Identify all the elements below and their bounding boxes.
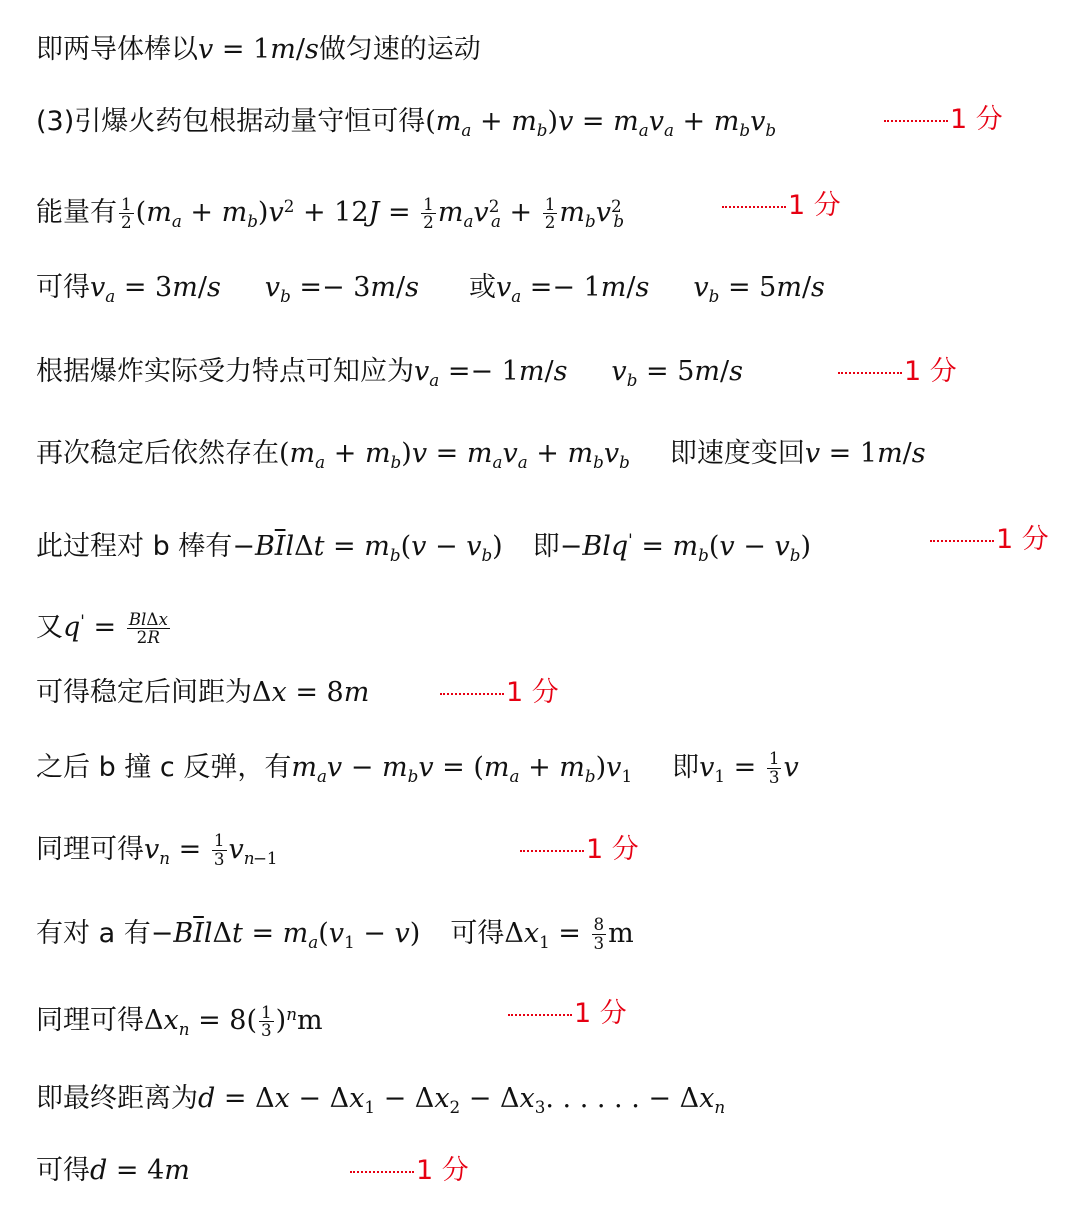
score-label: 1 分 [574,998,627,1029]
line-text: 即最终距离为 [36,1083,198,1114]
score-label: 1 分 [996,524,1049,555]
line-text: 即 [532,531,560,563]
score-label: 1 分 [950,104,1003,135]
line-text: 或 [468,272,496,303]
formula: $(m_a + m_b)v = m_av_a + m_bv_b$ [279,438,630,472]
dotted-leader [884,120,948,122]
line-text: 可得稳定后间距为 [36,677,252,708]
line-text: 根据爆炸实际受力特点可知应为 [36,356,414,387]
score-mark [520,830,639,870]
line-text: 同理可得 [36,1005,144,1037]
formula: $-Blq' = m_b(v - v_b)$ [559,530,811,566]
formula: $v_n$ = $\frac{1}{3}$ $v_{n-1}$ [144,830,278,869]
formula: v [198,34,214,65]
dotted-leader [350,1171,414,1173]
formula: $d = \Delta x - \Delta x_1 - \Delta x_2 - \Delta x_3$. . . . . . − $\Delta x_n$ [198,1083,726,1117]
solution-line-4 [36,268,825,316]
line-text: 做匀速的运动 [318,34,481,65]
formula: $m_av - m_bv = (m_a + m_b)v_1$ [291,752,633,786]
line-text: 可得 [36,1155,90,1186]
score-label: 1 分 [416,1155,469,1186]
solution-line-13 [36,994,323,1049]
score-mark [930,520,1049,560]
line-text: 同理可得 [36,834,144,865]
line-text: 能量有 [36,197,117,229]
line-text: 即两导体棒以 [36,34,198,65]
formula: $-B\overline{I}l\Delta t = m_a(v_1 - v)$ [150,918,421,952]
formula: $(m_a + m_b)v = m_av_a + m_bv_b$ [425,106,777,140]
formula: v = 1m/s [804,438,926,469]
formula: $\Delta x_1$ = $\frac{8}{3}$ m [504,914,634,953]
dotted-leader [722,206,786,208]
line-text: 再次稳定后依然存在 [36,438,279,469]
formula: $v_a = 3m/s$ $v_b =- 3m/s$ [90,272,419,306]
solution-line-7 [36,520,811,575]
formula: d = 4m [90,1155,190,1186]
score-mark [350,1151,469,1191]
score-label: 1 分 [586,834,639,865]
formula: $v_a =- 1m/s$ $v_b = 5m/s$ [495,272,825,306]
score-label: 1 分 [788,190,841,221]
score-mark [838,352,957,392]
solution-line-1: 即两导体棒以v = 1m/s做匀速的运动 [36,34,481,65]
line-text: (3)引爆火药包根据动量守恒可得 [36,106,426,137]
formula: $v_a =- 1m/s$ $v_b = 5m/s$ [414,356,743,390]
formula: q' = $\frac{\text{BlΔx}}{2R}$ [63,608,168,648]
line-text: 可得 [450,918,505,949]
score-mark [722,186,841,226]
line-text: 有对 a 有 [36,918,151,949]
solution-line-2 [36,102,776,150]
solution-line-14 [36,1079,725,1127]
solution-line-11 [36,830,278,878]
solution-line-10 [36,748,799,796]
score-label: 1 分 [506,677,559,708]
line-text: 即 [672,752,700,783]
score-mark [508,994,627,1034]
solution-line-8 [36,601,172,648]
line-text: 即速度变回 [669,438,805,469]
score-mark [884,100,1003,140]
formula: $-B\overline{I}l\Delta t = m_b(v - v_b)$ [232,531,503,566]
line-text: 可得 [36,272,90,303]
dotted-leader [440,693,504,695]
formula: $\Delta x_n = 8$( $\frac{1}{3}$ )$^n$m [144,1001,323,1041]
formula: $\frac{1}{2}$ $(m_a + m_b)v^2 + 12J$ = $\frac{1}{2}$ $m_av^2_a$ + $\frac{1}{2}$ $m_bv^2_b$ [121,193,625,233]
solution-line-5 [36,352,743,400]
dotted-leader [508,1014,572,1016]
score-label: 1 分 [904,356,957,387]
formula: $v_1$ = $\frac{1}{3}$ v [699,748,799,787]
formula: Δx = 8m [252,677,370,708]
line-text: 又 [36,612,63,644]
line-text: 此过程对 b 棒有 [36,531,233,563]
score-mark [440,673,559,713]
dotted-leader [930,540,994,542]
solution-line-9 [36,673,369,713]
dotted-leader [838,372,902,374]
dotted-leader [520,850,584,852]
solution-line-6 [36,434,926,482]
solution-line-12 [36,914,634,962]
solution-line-3 [36,186,624,241]
solution-line-15 [36,1151,190,1191]
line-text: 之后 b 撞 c 反弹，有 [36,752,292,783]
